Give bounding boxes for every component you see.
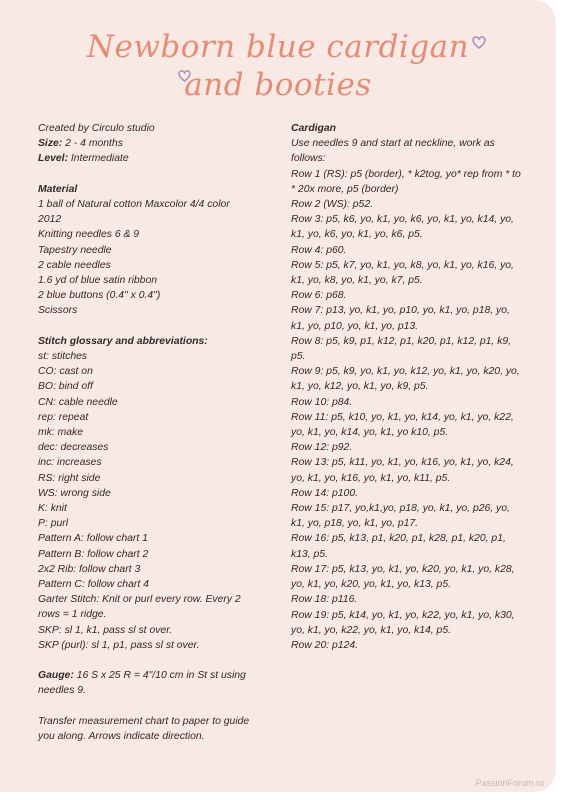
cardigan-line: yo, k1, yo, k20, yo, k1, yo, k13, p5. — [291, 579, 451, 591]
transfer-line-1: Transfer measurement chart to paper to guide — [38, 715, 250, 727]
size-label: Size: — [38, 138, 63, 150]
cardigan-line: Row 1 (RS): p5 (border), * k2tog, yo* rep from * to — [291, 168, 521, 180]
material-list — [38, 197, 278, 319]
cardigan-line: k13, p5. — [291, 548, 328, 560]
gauge-label: Gauge: — [38, 670, 74, 682]
heart-icon — [472, 36, 486, 49]
size-value: 2 - 4 months — [62, 138, 123, 150]
glossary-item: WS: wrong side — [38, 487, 111, 499]
glossary-item: BO: bind off — [38, 381, 93, 393]
cardigan-line: Row 4: p60. — [291, 244, 347, 256]
glossary-item: 2x2 Rib: follow chart 3 — [38, 563, 141, 575]
cardigan-line: Row 6: p68. — [291, 290, 347, 302]
glossary-item: dec: decreases — [38, 442, 109, 454]
material-heading: Material — [38, 183, 78, 195]
cardigan-line: p5. — [291, 351, 306, 363]
glossary-item: SKP: sl 1, k1, pass sl st over. — [38, 624, 173, 636]
left-column — [38, 121, 278, 744]
watermark: PassionForum.ru — [475, 778, 544, 788]
right-column — [291, 121, 536, 653]
level-value: Intermediate — [68, 153, 129, 165]
cardigan-line: Row 20: p124. — [291, 639, 359, 651]
cardigan-line: Row 18: p116. — [291, 594, 358, 606]
cardigan-line: Row 13: p5, k11, yo, k1, yo, k16, yo, k1, yo, k24, — [291, 457, 514, 469]
glossary-item: Pattern A: follow chart 1 — [38, 533, 148, 545]
material-item: 1.6 yd of blue satin ribbon — [38, 275, 157, 287]
cardigan-line: yo, k1, yo, k14, yo, k1, yo k10, p5. — [291, 427, 449, 439]
gauge-line-2: needles 9. — [38, 685, 86, 697]
glossary-item: K: knit — [38, 503, 67, 515]
glossary-item: P: purl — [38, 518, 69, 530]
cardigan-line: k1, yo, k12, yo, k1, yo, k9, p5. — [291, 381, 429, 393]
glossary-item: Pattern B: follow chart 2 — [38, 548, 149, 560]
cardigan-line: Row 10: p84. — [291, 396, 353, 408]
material-item: 2012 — [38, 214, 62, 226]
cardigan-line: Row 7: p13, yo, k1, yo, p10, yo, k1, yo, p18, yo, — [291, 305, 510, 317]
material-item: 2 cable needles — [38, 259, 111, 271]
glossary-item: st: stitches — [38, 351, 88, 363]
cardigan-line: k1, yo, p10, yo, k1, yo, p13. — [291, 320, 419, 332]
transfer-line-2: you along. Arrows indicate direction. — [38, 731, 205, 743]
cardigan-heading: Cardigan — [291, 123, 337, 134]
gauge-text: 16 S x 25 R = 4"/10 cm in St st using — [73, 670, 246, 682]
glossary-item: rows = 1 ridge. — [38, 609, 107, 621]
cardigan-line: Row 16: p5, k13, p1, k20, p1, k28, p1, k20, p1, — [291, 533, 506, 545]
level-label: Level: — [38, 153, 69, 165]
material-item: Knitting needles 6 & 9 — [38, 229, 140, 241]
cardigan-line: Use needles 9 and start at neckline, work as — [291, 138, 495, 150]
cardigan-line: yo, k1, yo, k16, yo, k1, yo, k11, p5. — [291, 472, 451, 484]
glossary-item: CO: cast on — [38, 366, 93, 378]
glossary-item: Garter Stitch: Knit or purl every row. Every 2 — [38, 594, 241, 606]
cardigan-line: Row 5: p5, k7, yo, k1, yo, k8, yo, k1, yo, k16, yo, — [291, 259, 514, 271]
glossary-item: mk: make — [38, 427, 84, 439]
cardigan-line: Row 12: p92. — [291, 442, 353, 454]
cardigan-line: Row 11: p5, k10, yo, k1, yo, k14, yo, k1, yo, k22, — [291, 411, 514, 423]
glossary-item: RS: right side — [38, 472, 101, 484]
material-item: 1 ball of Natural cotton Maxcolor 4/4 color — [38, 199, 230, 210]
cardigan-line: * 20x more, p5 (border) — [291, 183, 399, 195]
size-line — [38, 136, 278, 151]
cardigan-line: yo, k1, yo, k22, yo, k1, yo, k14, p5. — [291, 624, 451, 636]
created-by: Created by Circulo studio — [38, 123, 155, 134]
cardigan-line: Row 9: p5, k9, yo, k1, yo, k12, yo, k1, yo, k20, yo, — [291, 366, 520, 378]
glossary-item: Pattern C: follow chart 4 — [38, 579, 149, 591]
glossary-item: SKP (purl): sl 1, p1, pass sl st over. — [38, 639, 200, 651]
heart-icon — [178, 70, 191, 82]
glossary-heading: Stitch glossary and abbreviations: — [38, 335, 208, 347]
cardigan-line: Row 2 (WS): p52. — [291, 199, 373, 211]
cardigan-line: follows: — [291, 153, 326, 165]
cardigan-line: k1, yo, p18, yo, k1, yo, p17. — [291, 518, 419, 530]
level-line — [38, 151, 278, 166]
cardigan-instructions — [291, 136, 536, 653]
cardigan-line: Row 8: p5, k9, p1, k12, p1, k20, p1, k12, p1, k9, — [291, 335, 512, 347]
cardigan-line: Row 14: p100. — [291, 487, 359, 499]
cardigan-line: Row 3: p5, k6, yo, k1, yo, k6, yo, k1, yo, k14, yo, — [291, 214, 514, 226]
cardigan-line: k1, yo, k8, yo, k1, yo, k7, p5. — [291, 275, 423, 287]
cardigan-line: Row 15: p17, yo,k1,yo, p18, yo, k1, yo, p26, yo, — [291, 503, 510, 515]
gauge-line — [38, 668, 278, 683]
page-title-line-2: and booties — [184, 67, 372, 103]
cardigan-line: Row 17: p5, k13, yo, k1, yo, k20, yo, k1, yo, k28, — [291, 563, 515, 575]
page-title-line-1: Newborn blue cardigan — [86, 29, 470, 65]
glossary-item: rep: repeat — [38, 411, 89, 423]
cardigan-line: k1, yo, k6, yo, k1, yo, k6, p5. — [291, 229, 423, 241]
glossary-list — [38, 349, 278, 653]
cardigan-line: Row 19: p5, k14, yo, k1, yo, k22, yo, k1, yo, k30, — [291, 609, 515, 621]
material-item: Scissors — [38, 305, 78, 317]
glossary-item: CN: cable needle — [38, 396, 118, 408]
material-item: Tapestry needle — [38, 244, 112, 256]
glossary-item: inc: increases — [38, 457, 102, 469]
material-item: 2 blue buttons (0.4" x 0.4") — [38, 290, 161, 302]
